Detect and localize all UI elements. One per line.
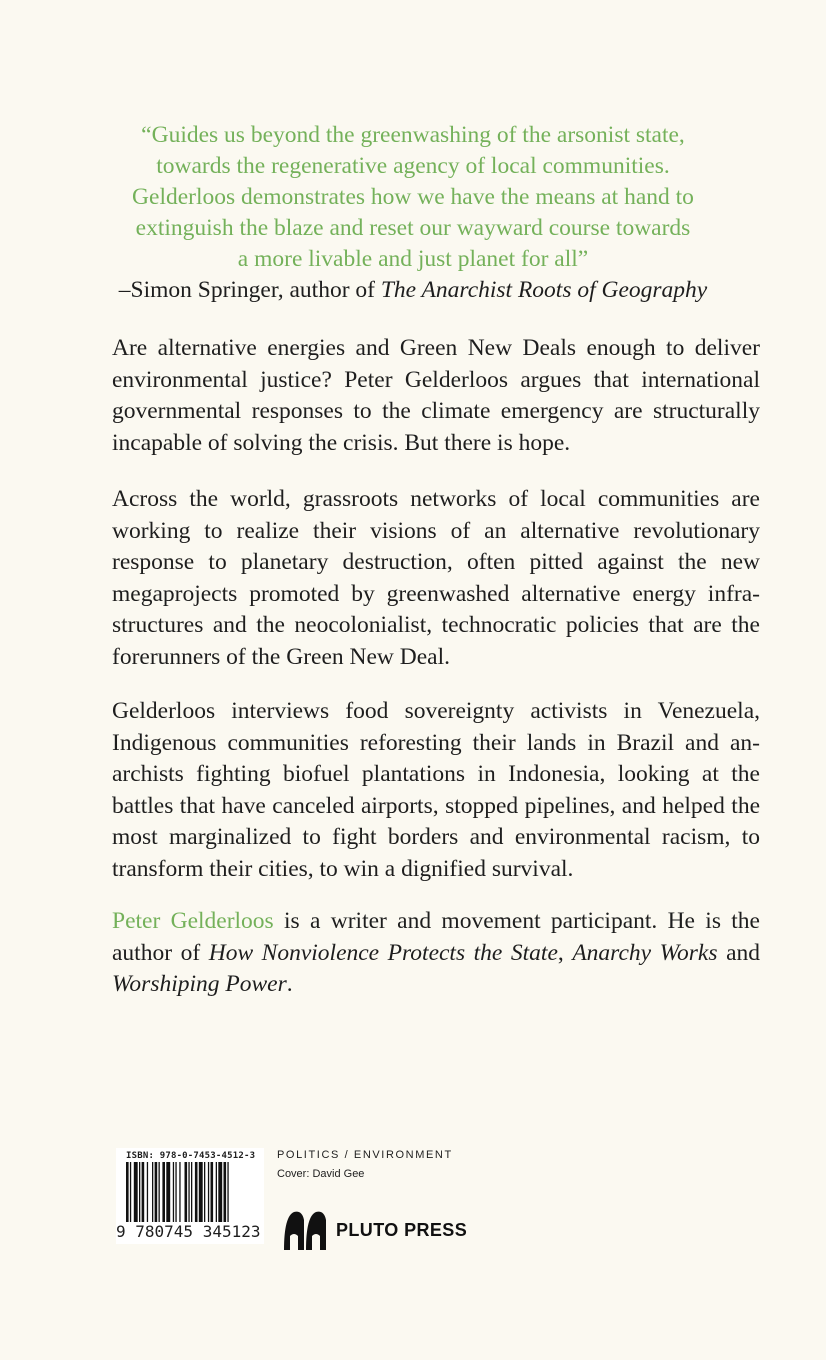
publisher-name: PLUTO PRESS [336,1219,468,1240]
separator: and [717,939,760,966]
quote-line: “Guides us beyond the greenwashing of the arsonist state, [141,122,685,148]
publisher-logo [282,1208,467,1252]
description-paragraph-1: Are alternative energies and Green New Deals enough to deliver environmental justice? Peter Gelderloos argues that international governmental responses to the climate emergency are structurally incapable of solving the crisis. But there is hope. [112,335,760,456]
description-paragraph-3: Gelderloos interviews food sovereignty activists in Venezuela, Indigenous communities reforesting their lands in Brazil and anarchists fighting biofuel plantations in Indonesia, looking at the battles that have canceled airports, stopped pipelines, and helped the most marginalized to fight borders and environmental racism, to transform their cities, to win a dignified survival. [112,698,760,882]
attribution-prefix: –Simon Springer, author of [118,277,381,303]
quote-line: a more livable and just planet for all” [237,246,589,272]
book-title-2: Anarchy Works [572,939,718,966]
isbn-label: ISBN: 978-0-7453-4512-3 [126,1151,256,1161]
description-paragraph-2: Across the world, grassroots networks of local communities are working to realize their visions of an alternative revolutionary response to planetary destruction, often pitted against the new megaprojects promoted by greenwashed alternative energy infrastructures and the neocolonialist, technocratic policies that are the forerunners of the Green New Deal. [112,486,760,670]
barcode-icon [116,1162,264,1224]
attribution-book-title: The Anarchist Roots of Geography [380,277,708,303]
quote-text [110,120,716,275]
book-title-3: Worshiping Power [112,971,287,997]
isbn-barcode [116,1148,264,1244]
author-bio [112,906,760,1001]
author-name: Peter Gelderloos [112,908,274,934]
author-bio-text: is a writer and movement participant. He is the author of [112,908,760,966]
pluto-press-logo-icon [282,1210,328,1250]
barcode-digits: 9 780745 345123 [116,1222,261,1241]
cover-credit: Cover: David Gee [277,1168,365,1180]
quote-line: towards the regenerative agency of local communities. [156,153,670,179]
endorsement-quote [110,120,716,306]
book-title-1: How Nonviolence Protects the State [208,939,558,966]
separator: , [557,939,573,966]
category-label: POLITICS / ENVIRONMENT [277,1149,453,1161]
quote-line: extinguish the blaze and reset our wayward course towards [135,215,691,241]
quote-line: Gelderloos demonstrates how we have the means at hand to [132,184,694,210]
quote-attribution [110,275,716,306]
bio-end: . [286,971,293,997]
